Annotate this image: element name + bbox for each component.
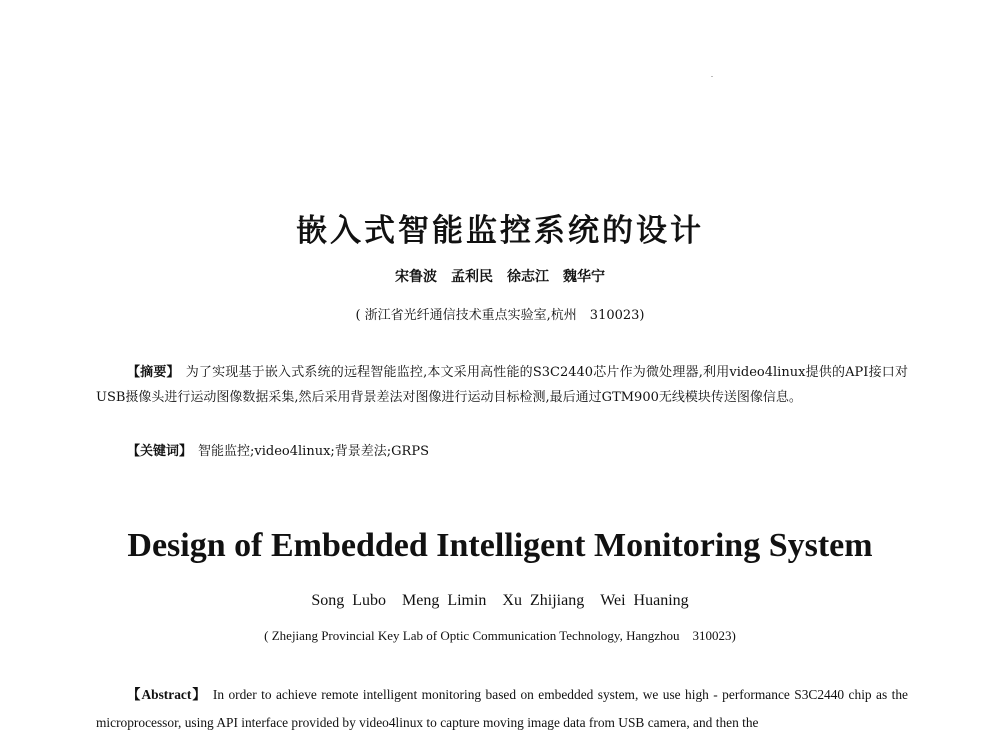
abstract-chinese (96, 360, 908, 410)
keywords-chinese-label: 【关键词】 (127, 444, 193, 459)
affiliation-english: ( Zhejiang Provincial Key Lab of Optic Communication Technology, Hangzhou 310023) (264, 628, 736, 643)
abstract-chinese-text: 为了实现基于嵌入式系统的远程智能监控,本文采用高性能的S3C2440芯片作为微处理器,利用video4linux提供的API接口对USB摄像头进行运动图像数据采集,然后采用背景差法对图像进行运动目标检测,最后通过GTM900无线模块传送图像信息。 (96, 365, 908, 405)
abstract-english-text: In order to achieve remote intelligent monitoring based on embedded system, we use high - performance S3C2440 chip as the microprocessor, using API interface provided by video4linux to capture moving image data from USB camera, and then the (96, 687, 908, 730)
abstract-english (96, 681, 908, 737)
title-chinese: 嵌入式智能监控系统的设计 (296, 213, 704, 249)
authors-chinese: 宋鲁波 孟利民 徐志江 魏华宁 (395, 269, 605, 285)
abstract-chinese-label: 【摘要】 (127, 365, 180, 380)
keywords-chinese-text: 智能监控;video4linux;背景差法;GRPS (198, 444, 429, 459)
affiliation-chinese: ( 浙江省光纤通信技术重点实验室,杭州 310023) (355, 308, 645, 323)
keywords-chinese (127, 441, 907, 463)
abstract-english-label: 【Abstract】 (127, 687, 207, 702)
title-english: Design of Embedded Intelligent Monitoring System (127, 527, 873, 564)
scan-speck (711, 76, 713, 77)
authors-english: Song Lubo Meng Limin Xu Zhijiang Wei Huaning (311, 592, 689, 609)
